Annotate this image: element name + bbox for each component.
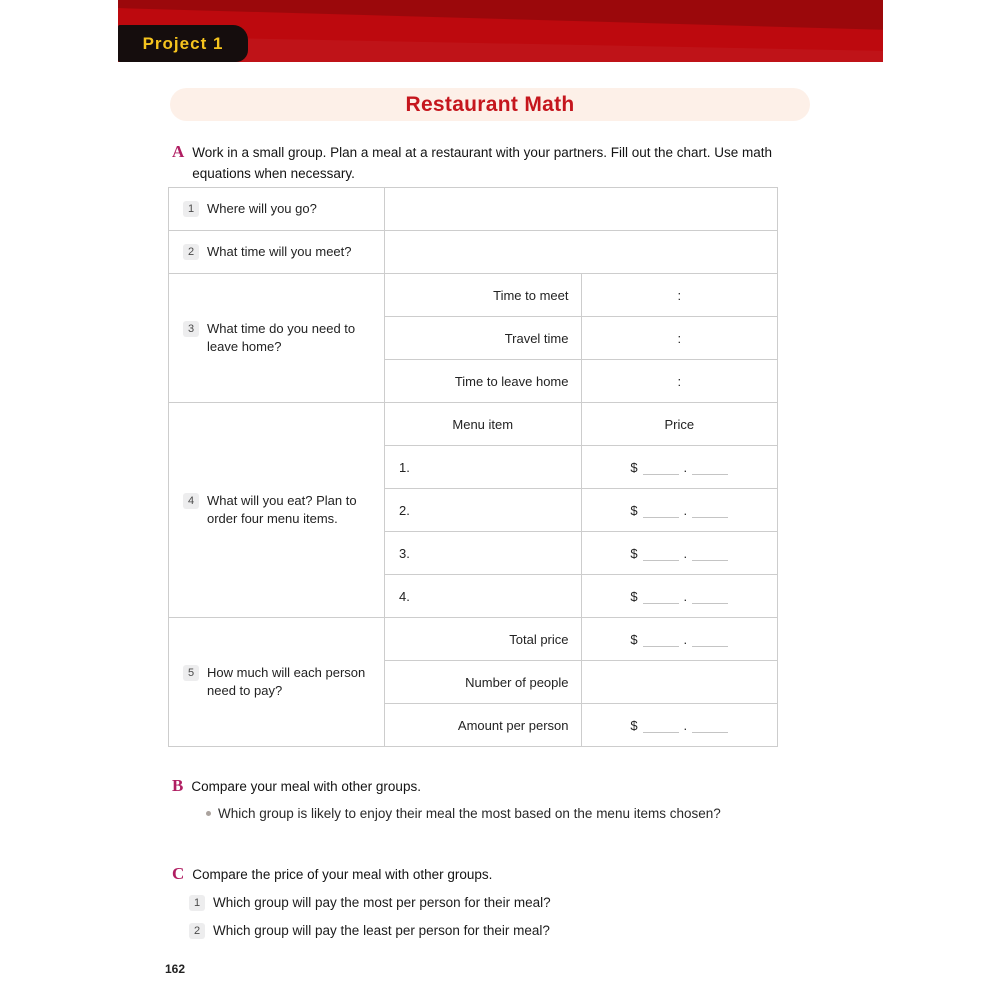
section-c: [172, 865, 792, 886]
question-3-text: What time do you need to leave home?: [207, 321, 356, 354]
question-5-text: How much will each person need to pay?: [207, 665, 366, 698]
bullet-icon: [206, 811, 211, 816]
menu-item-4-cell[interactable]: 4.: [385, 575, 582, 618]
section-c-question-1-text: Which group will pay the most per person for their meal?: [213, 895, 551, 910]
travel-time-blank-cell[interactable]: :: [581, 317, 778, 360]
section-b-bullet-item: [206, 806, 721, 821]
label-time-to-leave-home: Time to leave home: [385, 360, 582, 403]
question-5-number: 5: [183, 665, 199, 681]
question-3-cell: [169, 274, 385, 403]
answer-1-blank-cell[interactable]: [385, 188, 778, 231]
section-c-question-2-text: Which group will pay the least per person for their meal?: [213, 923, 550, 938]
question-4-cell: [169, 403, 385, 618]
decimal-point: .: [683, 502, 688, 518]
title-banner: [170, 88, 810, 121]
project-tab: [118, 25, 248, 62]
time-to-meet-blank-cell[interactable]: :: [581, 274, 778, 317]
table-row: [169, 188, 778, 231]
label-number-of-people: Number of people: [385, 661, 582, 704]
section-b-letter: B: [172, 776, 184, 795]
section-a: [172, 143, 784, 185]
label-total-price: Total price: [385, 618, 582, 661]
section-c-question-2: [189, 922, 550, 939]
price-cents-blank[interactable]: [692, 462, 728, 475]
table-row: [169, 618, 778, 661]
price-column-header: Price: [581, 403, 778, 446]
decimal-point: .: [683, 459, 688, 475]
price-dollars-blank[interactable]: [643, 462, 679, 475]
decimal-point: .: [683, 545, 688, 561]
amount-per-person-cell[interactable]: [581, 704, 778, 747]
question-2-number: 2: [183, 244, 199, 260]
dollar-sign: $: [630, 545, 638, 561]
section-a-letter: A: [172, 142, 185, 161]
section-c-question-2-number: 2: [189, 923, 205, 939]
price-dollars-blank[interactable]: [643, 548, 679, 561]
price-dollars-blank[interactable]: [643, 591, 679, 604]
decimal-point: .: [683, 631, 688, 647]
header-banner: [118, 0, 883, 62]
table-row: [169, 403, 778, 446]
project-tab-label: Project 1: [142, 33, 224, 53]
question-1-text: Where will you go?: [207, 201, 317, 217]
price-1-cell[interactable]: [581, 446, 778, 489]
dollar-sign: $: [630, 459, 638, 475]
section-c-letter: C: [172, 864, 185, 883]
price-3-cell[interactable]: [581, 532, 778, 575]
worksheet-table: [168, 187, 778, 747]
section-b-question: Which group is likely to enjoy their meal the most based on the menu items chosen?: [218, 806, 721, 821]
section-c-instruction: Compare the price of your meal with other groups.: [192, 867, 493, 882]
table-row: [169, 274, 778, 317]
page-number: 162: [165, 962, 186, 976]
price-dollars-blank[interactable]: [643, 720, 679, 733]
section-c-question-1: [189, 894, 551, 911]
menu-item-1-cell[interactable]: 1.: [385, 446, 582, 489]
number-of-people-blank-cell[interactable]: [581, 661, 778, 704]
dollar-sign: $: [630, 631, 638, 647]
label-time-to-meet: Time to meet: [385, 274, 582, 317]
dollar-sign: $: [630, 502, 638, 518]
price-cents-blank[interactable]: [692, 548, 728, 561]
price-dollars-blank[interactable]: [643, 634, 679, 647]
question-1-number: 1: [183, 201, 199, 217]
menu-item-3-cell[interactable]: 3.: [385, 532, 582, 575]
question-4-text: What will you eat? Plan to order four menu items.: [207, 493, 357, 526]
question-5-cell: [169, 618, 385, 747]
question-3-number: 3: [183, 321, 199, 337]
table-row: [169, 231, 778, 274]
menu-item-column-header: Menu item: [385, 403, 582, 446]
total-price-cell[interactable]: [581, 618, 778, 661]
section-c-question-1-number: 1: [189, 895, 205, 911]
price-cents-blank[interactable]: [692, 505, 728, 518]
section-b-instruction: Compare your meal with other groups.: [191, 779, 421, 794]
question-2-text: What time will you meet?: [207, 244, 352, 260]
price-cents-blank[interactable]: [692, 634, 728, 647]
label-travel-time: Travel time: [385, 317, 582, 360]
decimal-point: .: [683, 717, 688, 733]
price-dollars-blank[interactable]: [643, 505, 679, 518]
time-to-leave-home-blank-cell[interactable]: :: [581, 360, 778, 403]
label-amount-per-person: Amount per person: [385, 704, 582, 747]
price-4-cell[interactable]: [581, 575, 778, 618]
menu-item-2-cell[interactable]: 2.: [385, 489, 582, 532]
section-b: [172, 777, 792, 798]
price-cents-blank[interactable]: [692, 720, 728, 733]
answer-2-blank-cell[interactable]: [385, 231, 778, 274]
dollar-sign: $: [630, 717, 638, 733]
price-cents-blank[interactable]: [692, 591, 728, 604]
dollar-sign: $: [630, 588, 638, 604]
question-1-cell: [169, 188, 385, 231]
question-4-number: 4: [183, 493, 199, 509]
price-2-cell[interactable]: [581, 489, 778, 532]
section-a-instruction: Work in a small group. Plan a meal at a restaurant with your partners. Fill out the chart. Use math equations when necessary.: [192, 145, 773, 181]
decimal-point: .: [683, 588, 688, 604]
question-2-cell: [169, 231, 385, 274]
page-title: Restaurant Math: [405, 92, 575, 116]
